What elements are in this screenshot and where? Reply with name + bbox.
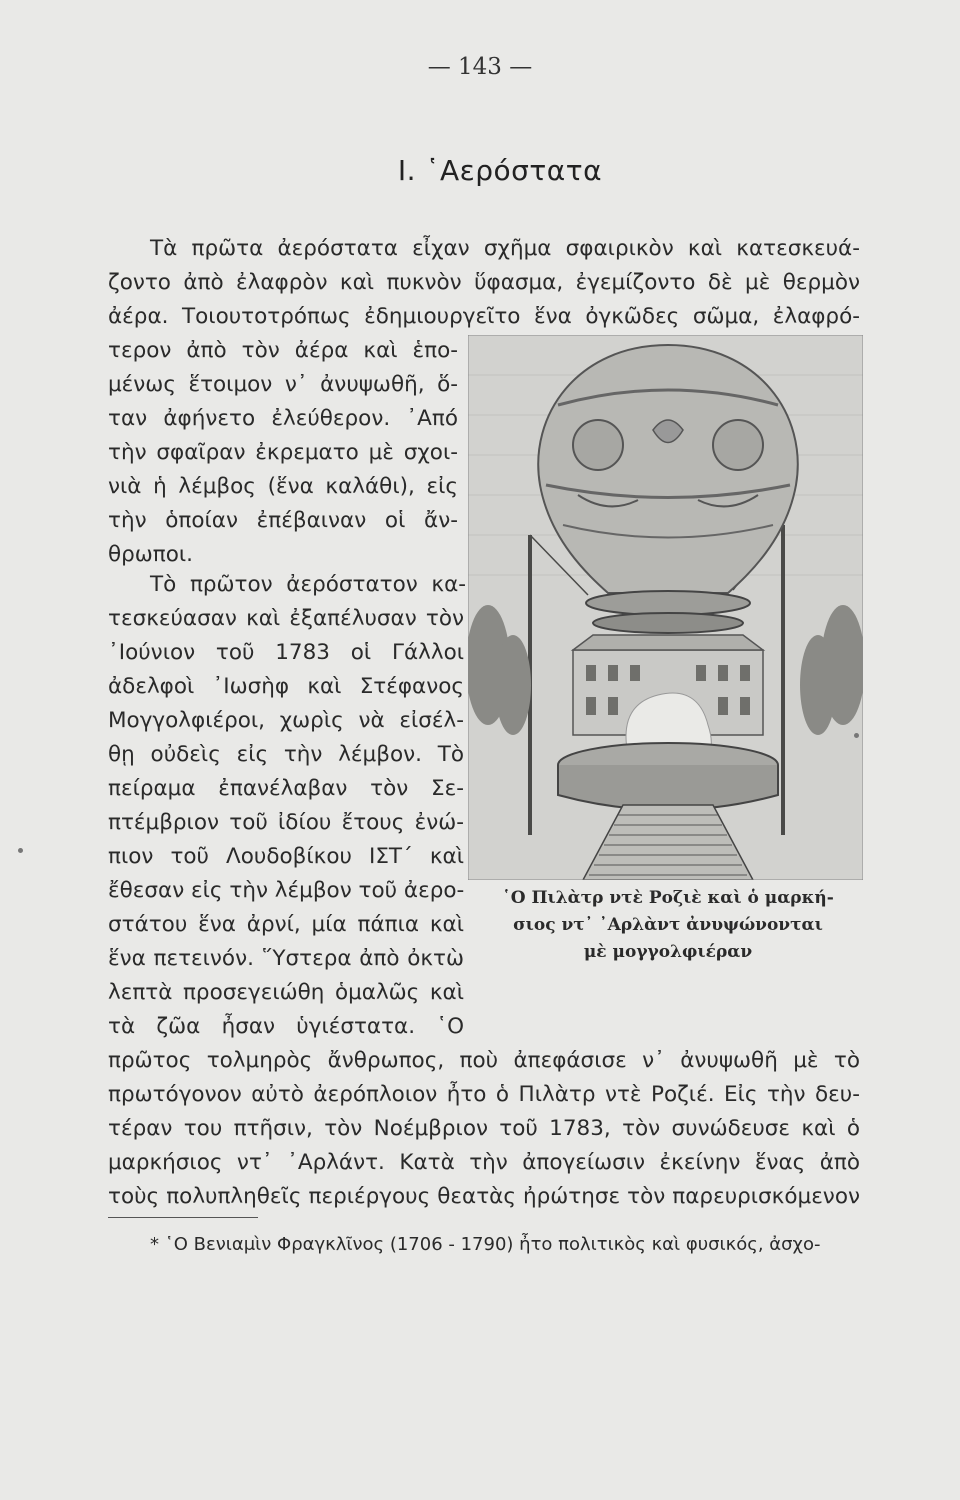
paragraph-line: πρωτόγονον αὐτὸ ἀερόπλοιον ἦτο ὁ Πιλὰτρ ντὲ Ροζιέ. Εἰς τὴν δευ- xyxy=(108,1082,860,1107)
paragraph-line: ἔθεσαν εἰς τὴν λέμβον τοῦ ἀερο- xyxy=(108,878,465,903)
paragraph-line: πιον τοῦ Λουδοβίκου ΙΣΤ΄ καὶ xyxy=(108,844,464,869)
paragraph-line: πρῶτος τολμηρὸς ἄνθρωπος, ποὺ ἀπεφάσισε ν᾿ ἀνυψωθῆ μὲ τὸ xyxy=(108,1048,860,1073)
footnote-rule xyxy=(108,1217,258,1218)
paragraph-line: τὰ ζῶα ἦσαν ὑγιέστατα. ῾Ο xyxy=(108,1014,464,1039)
caption-line: μὲ μογγολφιέραν xyxy=(583,942,753,962)
paragraph-line: μένως ἕτοιμον ν᾿ ἀνυψωθῆ, ὅ- xyxy=(108,372,458,397)
paragraph-line: νιὰ ἡ λέμβος (ἕνα καλάθι), εἰς xyxy=(108,474,458,499)
paragraph-line: ᾿Ιούνιον τοῦ 1783 οἱ Γάλλοι xyxy=(108,640,464,665)
paragraph-line: Τὸ πρῶτον ἀερόστατον κα- xyxy=(150,572,466,597)
paragraph-line: τερον ἀπὸ τὸν ἀέρα καὶ ἑπο- xyxy=(108,338,458,363)
paragraph-line: Μογγολφιέροι, χωρὶς νὰ εἰσέλ- xyxy=(108,708,464,733)
paragraph-line: θῃ οὐδεὶς εἰς τὴν λέμβον. Τὸ xyxy=(108,742,464,767)
balloon-engraving xyxy=(468,335,863,880)
caption-line: σιος ντ᾿ ᾿Αρλὰντ ἀνυψώνονται xyxy=(513,915,823,935)
paragraph-line: λεπτὰ προσεγειώθη ὁμαλῶς καὶ xyxy=(108,980,464,1005)
paragraph-line: τὴν σφαῖραν ἐκρεματο μὲ σχοι- xyxy=(108,440,458,465)
paragraph-line: πείραμα ἐπανέλαβαν τὸν Σε- xyxy=(108,776,464,801)
paragraph-line: μαρκήσιος ντ᾿ ᾿Αρλάντ. Κατὰ τὴν ἀπογείωσιν ἐκείνην ἕνας ἀπὸ xyxy=(108,1150,860,1175)
paragraph-line: τέραν του πτῆσιν, τὸν Νοέμβριον τοῦ 1783, τὸν συνώδευσε καὶ ὁ xyxy=(108,1116,860,1141)
paragraph-line: τεσκεύασαν καὶ ἐξαπέλυσαν τὸν xyxy=(108,606,464,631)
page-number: — 143 — xyxy=(427,54,533,80)
paragraph-line: Τὰ πρῶτα ἀερόστατα εἶχαν σχῆμα σφαιρικὸν καὶ κατεσκευά- xyxy=(150,236,860,261)
chapter-title: I. ῾Αερόστατα xyxy=(397,154,603,187)
paper-speck xyxy=(18,848,23,853)
paragraph-line: ἀέρα. Τοιουτοτρόπως ἐδημιουργεῖτο ἕνα ὀγκῶδες σῶμα, ἐλαφρό- xyxy=(108,304,860,329)
paragraph-line: στάτου ἕνα ἀρνί, μία πάπια καὶ xyxy=(108,912,464,937)
paragraph-line: τὴν ὁποίαν ἐπέβαιναν οἱ ἄν- xyxy=(108,508,458,533)
paragraph-line: θρωποι. xyxy=(108,542,194,567)
paragraph-line: ἀδελφοὶ ᾿Ιωσὴφ καὶ Στέφανος xyxy=(108,674,464,699)
paper-speck xyxy=(854,733,859,738)
footnote: * ῾Ο Βενιαμὶν Φραγκλῖνος (1706 - 1790) ἦτο πολιτικὸς καὶ φυσικός, ἀσχο- xyxy=(150,1234,821,1255)
caption-line: ῾Ο Πιλὰτρ ντὲ Ροζιὲ καὶ ὁ μαρκή- xyxy=(502,888,834,908)
paragraph-line: τοὺς πολυπληθεῖς περιέργους θεατὰς ἠρώτησε τὸν παρευρισκόμενον xyxy=(108,1184,860,1209)
paragraph-line: ταν ἀφήνετο ἐλεύθερον. ᾿Από xyxy=(108,406,458,431)
paragraph-line: ζοντο ἀπὸ ἐλαφρὸν καὶ πυκνὸν ὕφασμα, ἐγεμίζοντο δὲ μὲ θερμὸν xyxy=(108,270,860,295)
paragraph-line: πτέμβριον τοῦ ἰδίου ἔτους ἐνώ- xyxy=(108,810,464,835)
paragraph-line: ἕνα πετεινόν. ῞Υστερα ἀπὸ ὀκτὼ xyxy=(108,946,464,971)
